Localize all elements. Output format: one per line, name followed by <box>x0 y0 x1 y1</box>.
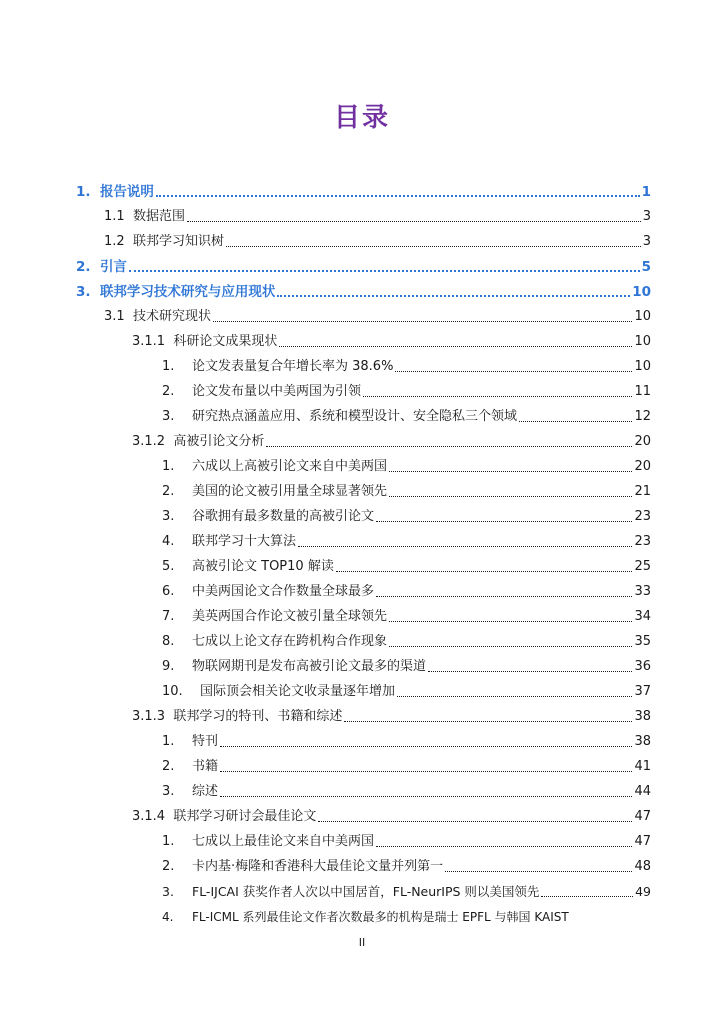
toc-entry[interactable] <box>162 351 651 375</box>
toc-entry[interactable] <box>162 551 651 575</box>
toc-entry[interactable] <box>162 501 651 525</box>
toc-leader <box>363 395 632 397</box>
toc-leader <box>156 194 640 197</box>
toc-leader <box>298 545 632 547</box>
toc-entry[interactable] <box>162 776 651 800</box>
toc-leader <box>220 745 632 747</box>
toc-number: 3. <box>162 509 175 524</box>
toc-entry[interactable] <box>162 651 651 675</box>
toc-entry[interactable] <box>162 576 651 600</box>
toc-leader <box>318 820 632 822</box>
toc-leader <box>220 795 632 797</box>
toc-text: 论文发布量以中美两国为引领 <box>192 384 362 399</box>
toc-number: 2. <box>76 259 91 275</box>
toc-leader <box>277 294 630 297</box>
toc-leader <box>445 870 632 872</box>
toc-number: 8. <box>162 634 175 649</box>
page-number: II <box>358 936 366 949</box>
toc-page: 38 <box>634 734 651 749</box>
toc-text: 谷歌拥有最多数量的高被引论文 <box>192 509 375 524</box>
toc-leader <box>213 320 632 322</box>
toc-leader <box>428 670 632 672</box>
toc-entry[interactable] <box>76 176 651 200</box>
toc-leader <box>397 695 632 697</box>
toc-leader <box>336 570 633 572</box>
toc-text: 高被引论文 TOP10 解读 <box>192 559 334 574</box>
toc-leader <box>389 645 632 647</box>
toc-text: 联邦学习研讨会最佳论文 <box>173 809 317 824</box>
toc-page: 38 <box>634 709 651 724</box>
toc-leader <box>395 370 632 372</box>
toc-text: 七成以上最佳论文来自中美两国 <box>192 834 375 849</box>
toc-text: 数据范围 <box>132 209 185 224</box>
toc-entry[interactable] <box>162 676 651 700</box>
toc-entry[interactable] <box>162 901 651 925</box>
toc-text: 引言 <box>99 259 127 275</box>
toc-page: 5 <box>641 259 651 275</box>
toc-text: 特刊 <box>192 734 219 749</box>
toc-entry[interactable] <box>162 451 651 475</box>
toc-text: 卡内基·梅隆和香港科大最佳论文量并列第一 <box>192 859 444 874</box>
toc-leader <box>376 520 632 522</box>
toc-number: 1. <box>162 834 175 849</box>
toc-text: 综述 <box>192 784 219 799</box>
toc-leader <box>389 620 632 622</box>
toc-entry[interactable] <box>104 201 651 225</box>
toc-entry[interactable] <box>132 801 651 825</box>
toc-page: 20 <box>634 459 651 474</box>
toc-leader <box>519 420 632 422</box>
toc-number: 6. <box>162 584 175 599</box>
toc-leader <box>129 269 640 272</box>
toc-number: 3. <box>162 884 174 899</box>
toc-entry[interactable] <box>132 701 651 725</box>
toc-text: 书籍 <box>192 759 219 774</box>
toc-entry[interactable] <box>162 751 651 775</box>
toc-page: 21 <box>634 484 651 499</box>
toc-text: 联邦学习知识树 <box>132 234 224 249</box>
toc-page: 3 <box>642 209 651 224</box>
toc-number: 3.1.2 <box>132 434 166 449</box>
toc-page: 23 <box>634 509 651 524</box>
toc-text: 中美两国论文合作数量全球最多 <box>192 584 375 599</box>
toc-text: 美英两国合作论文被引量全球领先 <box>192 609 388 624</box>
toc-entry[interactable] <box>162 526 651 550</box>
toc-entry[interactable] <box>76 251 651 275</box>
toc-page: 49 <box>635 884 651 899</box>
toc-page: 37 <box>634 684 651 699</box>
toc-leader <box>344 720 632 722</box>
toc-leader <box>220 770 632 772</box>
toc-text: 研究热点涵盖应用、系统和模型设计、安全隐私三个领域 <box>192 409 518 424</box>
toc-text: 物联网期刊是发布高被引论文最多的渠道 <box>192 659 427 674</box>
toc-page: 10 <box>634 359 651 374</box>
toc-page: 25 <box>634 559 651 574</box>
toc-number: 1.2 <box>104 234 125 249</box>
toc-page: 35 <box>634 634 651 649</box>
toc-number: 1. <box>162 359 175 374</box>
toc-page: 3 <box>642 234 651 249</box>
toc-text: 国际顶会相关论文收录量逐年增加 <box>200 684 396 699</box>
toc-text: 高被引论文分析 <box>173 434 265 449</box>
toc-entry[interactable] <box>104 301 651 325</box>
toc-leader <box>541 895 633 897</box>
toc-number: 3. <box>76 284 91 300</box>
toc-page: 20 <box>634 434 651 449</box>
toc-entry[interactable] <box>132 426 651 450</box>
toc-number: 2. <box>162 384 175 399</box>
toc-entry[interactable] <box>162 851 651 875</box>
toc-number: 5. <box>162 559 175 574</box>
toc-number: 1. <box>162 459 175 474</box>
toc-text: 六成以上高被引论文来自中美两国 <box>192 459 388 474</box>
toc-number: 4. <box>162 910 174 924</box>
toc-text: 美国的论文被引用量全球显著领先 <box>192 484 388 499</box>
toc-page: 12 <box>634 409 651 424</box>
toc-entry[interactable] <box>104 226 651 250</box>
toc-text: 报告说明 <box>99 184 154 200</box>
toc-text: FL-ICML 系列最佳论文作者次数最多的机构是瑞士 EPFL 与韩国 KAIST <box>192 910 569 924</box>
toc-number: 3.1.1 <box>132 334 166 349</box>
toc-page: 36 <box>634 659 651 674</box>
toc-page: 41 <box>634 759 651 774</box>
toc-entry[interactable] <box>132 326 651 350</box>
toc-text: 联邦学习技术研究与应用现状 <box>99 284 276 300</box>
toc-entry[interactable] <box>76 276 651 300</box>
toc-number: 3. <box>162 409 175 424</box>
toc-text: 联邦学习的特刊、书籍和综述 <box>173 709 343 724</box>
toc-text: 科研论文成果现状 <box>173 334 278 349</box>
toc-number: 3. <box>162 784 175 799</box>
toc-entry[interactable] <box>162 476 651 500</box>
toc-text: 论文发表量复合年增长率为 38.6% <box>192 359 394 374</box>
toc-number: 2. <box>162 859 175 874</box>
toc-leader <box>279 345 632 347</box>
toc-entry[interactable] <box>162 826 651 850</box>
toc-text: 七成以上论文存在跨机构合作现象 <box>192 634 388 649</box>
toc-page: 10 <box>632 284 651 300</box>
toc-leader <box>389 495 632 497</box>
toc-page: 1 <box>641 184 651 200</box>
toc-entry[interactable] <box>162 601 651 625</box>
toc-entry[interactable] <box>162 401 651 425</box>
toc-entry[interactable] <box>162 626 651 650</box>
toc-leader <box>266 445 632 447</box>
toc-leader <box>187 220 641 222</box>
toc-number: 3.1.3 <box>132 709 166 724</box>
toc-number: 3.1 <box>104 309 125 324</box>
toc-number: 4. <box>162 534 175 549</box>
toc-number: 1.1 <box>104 209 125 224</box>
toc-entry[interactable] <box>162 726 651 750</box>
toc-text: 技术研究现状 <box>132 309 211 324</box>
toc-number: 2. <box>162 759 175 774</box>
toc-number: 7. <box>162 609 175 624</box>
toc-page: 48 <box>634 859 651 874</box>
toc-page: 10 <box>634 309 651 324</box>
toc-page: 23 <box>634 534 651 549</box>
toc-entry[interactable] <box>162 876 651 900</box>
toc-page: 47 <box>634 834 651 849</box>
toc-entry[interactable] <box>162 376 651 400</box>
toc-leader <box>389 470 632 472</box>
toc-page: 11 <box>634 384 651 399</box>
toc-leader <box>376 595 632 597</box>
toc-leader <box>226 245 641 247</box>
page-title: 目录 <box>333 103 390 133</box>
toc-page: 33 <box>634 584 651 599</box>
toc-text: FL-IJCAI 获奖作者人次以中国居首，FL-NeurIPS 则以美国领先 <box>192 884 540 899</box>
toc-text: 联邦学习十大算法 <box>192 534 297 549</box>
toc-number: 1. <box>162 734 175 749</box>
toc-leader <box>376 845 632 847</box>
toc-number: 10. <box>162 684 183 699</box>
toc-page: 10 <box>634 334 651 349</box>
toc-number: 1. <box>76 184 91 200</box>
toc-number: 9. <box>162 659 175 674</box>
toc-number: 3.1.4 <box>132 809 166 824</box>
toc-page: 47 <box>634 809 651 824</box>
toc-page: 44 <box>634 784 651 799</box>
toc-number: 2. <box>162 484 175 499</box>
toc-page: 34 <box>634 609 651 624</box>
